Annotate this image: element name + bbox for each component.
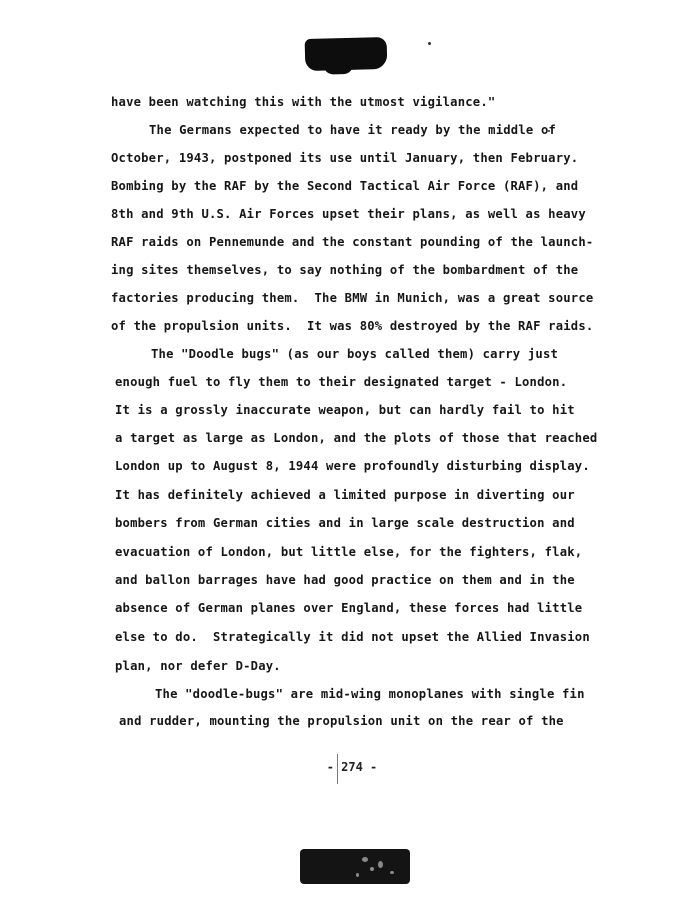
text-line: RAF raids on Pennemunde and the constant pounding of the launch- [111,235,594,249]
redaction-mark-bottom [300,849,410,884]
redaction-speck [356,873,359,877]
stray-ink-mark [428,42,431,45]
text-line: of the propulsion units. It was 80% destroyed by the RAF raids. [111,319,594,333]
text-line: have been watching this with the utmost vigilance." [111,95,496,109]
text-line: else to do. Strategically it did not upset the Allied Invasion [115,630,590,644]
text-line: bombers from German cities and in large scale destruction and [115,516,575,530]
text-line: ing sites themselves, to say nothing of the bombardment of the [111,263,579,277]
text-line: factories producing them. The BMW in Munich, was a great source [111,291,594,305]
text-line: and ballon barrages have had good practice on them and in the [115,573,575,587]
text-line: 8th and 9th U.S. Air Forces upset their plans, as well as heavy [111,207,586,221]
redaction-speck [362,857,368,862]
redaction-speck [390,871,394,874]
redaction-mark-top [305,37,388,71]
text-line: Bombing by the RAF by the Second Tactical Air Force (RAF), and [111,179,579,193]
text-line: It has definitely achieved a limited purpose in diverting our [115,488,575,502]
text-line: October, 1943, postponed its use until January, then February. [111,151,579,165]
page-number: - 274 - [326,760,378,774]
text-line: It is a grossly inaccurate weapon, but can hardly fail to hit [115,403,575,417]
text-line: and rudder, mounting the propulsion unit on the rear of the [119,714,564,728]
redaction-speck [378,861,383,868]
text-line: absence of German planes over England, these forces had little [115,601,583,615]
text-line: The "doodle-bugs" are mid-wing monoplanes with single fin [155,687,585,701]
text-line: evacuation of London, but little else, for the fighters, flak, [115,545,583,559]
text-line: The Germans expected to have it ready by the middle of [149,123,557,137]
text-line: enough fuel to fly them to their designated target - London. [115,375,568,389]
text-line: London up to August 8, 1944 were profoundly disturbing display. [115,459,590,473]
redaction-speck [370,867,374,871]
text-line: a target as large as London, and the plots of those that reached [115,431,598,445]
text-line: plan, nor defer D-Day. [115,659,281,673]
text-line: The "Doodle bugs" (as our boys called them) carry just [151,347,559,361]
